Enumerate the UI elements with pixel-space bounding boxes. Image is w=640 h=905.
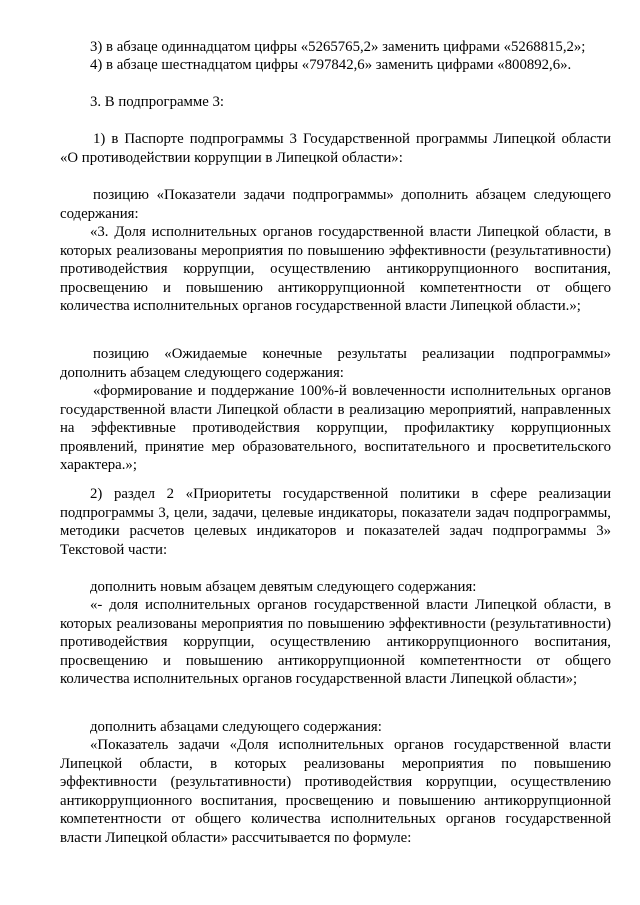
item-passport-subprogram-3: 1) в Паспорте подпрограммы 3 Государственной программы Липецкой области «О противодействии коррупции в Липецкой области»: xyxy=(60,131,611,166)
section-heading-subprogram-3: 3. В подпрограмме 3: xyxy=(90,94,225,110)
quoted-expected-result: «формирование и поддержание 100%-й вовлеченности исполнительных органов государственной власти Липецкой области в реализацию мероприятий, направленных на эффективные противодействия коррупции, профилактику коррупционных проявлений, принятие мер образовательного, воспитательного и просветительского характера.»; xyxy=(60,383,611,474)
paragraph-add-paragraphs: дополнить абзацами следующего содержания: xyxy=(90,719,382,735)
item-section-2: 2) раздел 2 «Приоритеты государственной политики в сфере реализации подпрограммы 3, цели, задачи, целевые индикаторы, показатели задач подпрограммы, методики расчетов целевых индикаторов и показателей задач подпрограммы 3» Текстовой части: xyxy=(60,486,611,558)
paragraph-add-ninth: дополнить новым абзацем девятым следующего содержания: xyxy=(90,579,477,595)
quoted-indicator-3: «3. Доля исполнительных органов государственной власти Липецкой области, в которых реализованы мероприятия по повышению эффективности (результативности) противодействия коррупции, осуществлению антикоррупционного воспитания, просвещению и повышению антикоррупционной компетентности от общего количества исполнительных органов государственной власти Липецкой области.»; xyxy=(60,224,611,315)
amendment-item-4: 4) в абзаце шестнадцатом цифры «797842,6» заменить цифрами «800892,6». xyxy=(90,57,572,73)
paragraph-expected-results: позицию «Ожидаемые конечные результаты реализации подпрограммы» дополнить абзацем следующего содержания: xyxy=(60,346,611,381)
paragraph-task-indicators: позицию «Показатели задачи подпрограммы» дополнить абзацем следующего содержания: xyxy=(60,187,611,222)
quoted-ninth-paragraph: «- доля исполнительных органов государственной власти Липецкой области, в которых реализованы мероприятия по повышению эффективности (результативности) противодействия коррупции, осуществлению антикоррупционного воспитания, просвещению и повышению антикоррупционной компетентности от общего количества исполнительных органов государственной власти Липецкой области»; xyxy=(60,597,611,688)
quoted-task-indicator-formula: «Показатель задачи «Доля исполнительных органов государственной власти Липецкой области, в которых реализованы мероприятия по повышению эффективности (результативности) противодействия коррупции, осуществлению антикоррупционного воспитания, просвещению и повышению антикоррупционной компетентности от общего количества исполнительных органов государственной власти Липецкой области» рассчитывается по формуле: xyxy=(60,737,611,846)
amendment-item-3: 3) в абзаце одиннадцатом цифры «5265765,2» заменить цифрами «5268815,2»; xyxy=(90,39,586,55)
